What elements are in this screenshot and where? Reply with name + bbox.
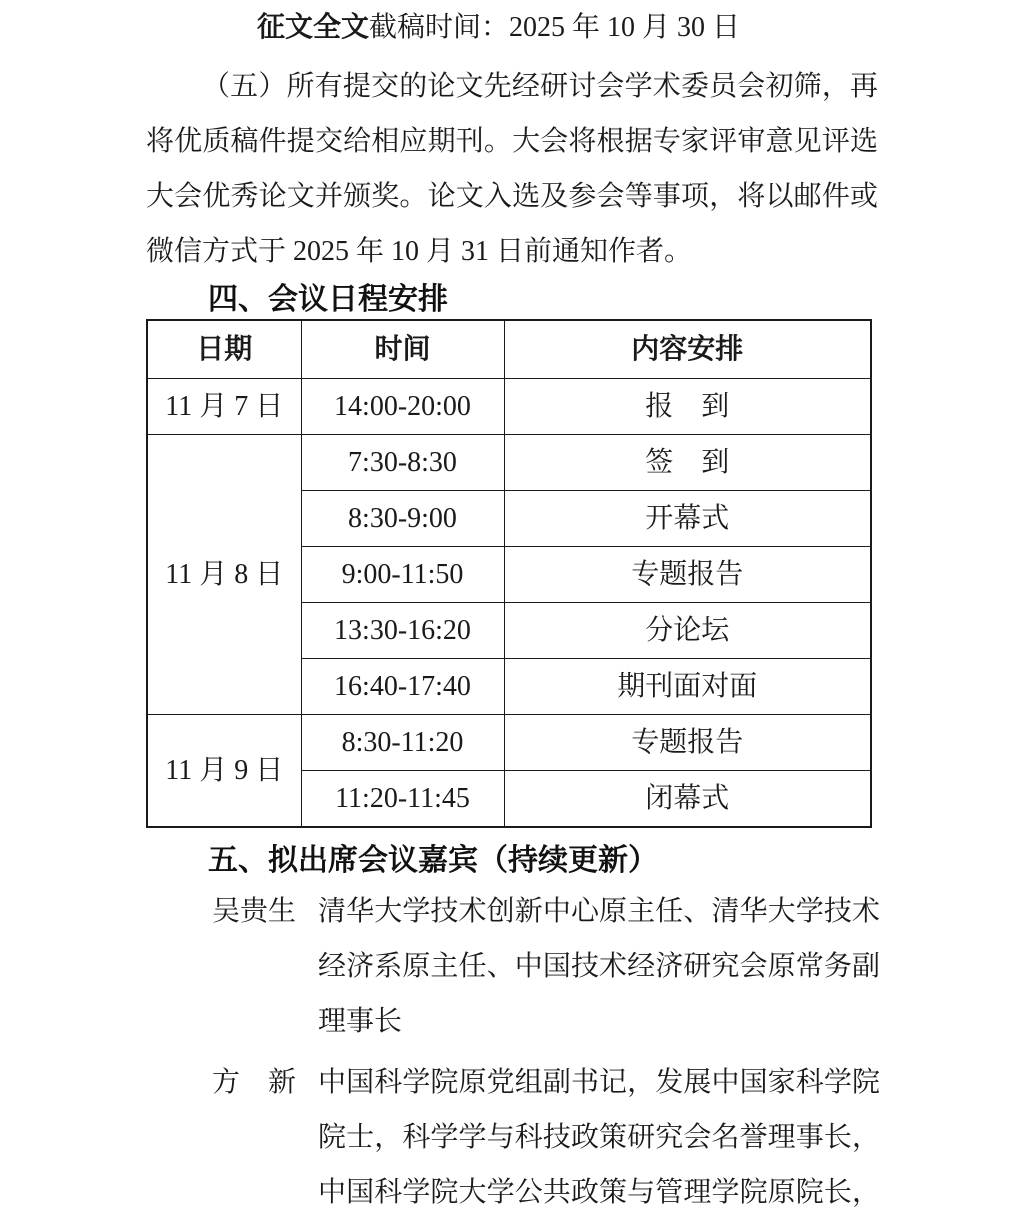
schedule-row [147,379,871,435]
header-content: 内容安排 [504,320,871,379]
guest-entry [146,1055,878,1220]
paragraph-five-line-2: 将优质稿件提交给相应期刊。大会将根据专家评审意见评选 [146,126,878,157]
guest-name: 方 新 [212,1067,297,1098]
event-cell: 开幕式 [504,491,871,547]
guest-name: 吴贵生 [212,896,297,927]
time-cell: 11:20-11:45 [301,771,504,828]
header-date: 日期 [147,320,301,379]
paragraph-five-line-3: 大会优秀论文并颁奖。论文入选及参会等事项，将以邮件或 [146,181,878,212]
event-cell: 期刊面对面 [504,659,871,715]
date-cell: 11 月 7 日 [147,379,301,435]
deadline-line [146,0,878,55]
schedule-row [147,715,871,771]
time-cell: 8:30-9:00 [301,491,504,547]
guest-description-line: 院士，科学学与科技政策研究会名誉理事长， [318,1122,880,1153]
event-cell: 专题报告 [504,715,871,771]
time-cell: 9:00-11:50 [301,547,504,603]
event-cell: 签 到 [504,435,871,491]
guest-description-line: 理事长 [318,1006,403,1037]
guest-description-line: 清华大学技术创新中心原主任、清华大学技术 [318,896,880,927]
guest-description [318,1055,880,1220]
paragraph-five [146,59,878,279]
section-four-title: 四、会议日程安排 [208,283,448,316]
time-cell: 13:30-16:20 [301,603,504,659]
document-content [146,0,878,1220]
schedule-table [146,319,872,828]
guest-description-line: 中国科学院大学公共政策与管理学院原院长， [318,1177,880,1208]
schedule-row [147,435,871,491]
deadline-value: 截稿时间：2025 年 10 月 30 日 [369,12,741,43]
time-cell: 14:00-20:00 [301,379,504,435]
guest-description-line: 经济系原主任、中国技术经济研究会原常务副 [318,951,880,982]
time-cell: 16:40-17:40 [301,659,504,715]
guest-description-line: 中国科学院原党组副书记，发展中国家科学院 [318,1067,880,1098]
date-cell: 11 月 8 日 [147,435,301,715]
event-cell: 分论坛 [504,603,871,659]
header-time: 时间 [301,320,504,379]
time-cell: 7:30-8:30 [301,435,504,491]
paragraph-five-line-1: （五）所有提交的论文先经研讨会学术委员会初筛，再 [202,71,878,102]
section-five-title: 五、拟出席会议嘉宾（持续更新） [208,844,658,877]
guest-entry [146,884,878,1049]
guest-description [318,884,880,1049]
event-cell: 闭幕式 [504,771,871,828]
schedule-header-row [147,320,871,379]
time-cell: 8:30-11:20 [301,715,504,771]
paragraph-five-line-4: 微信方式于 2025 年 10 月 31 日前通知作者。 [146,236,693,267]
deadline-label: 征文全文 [257,12,370,43]
date-cell: 11 月 9 日 [147,715,301,828]
event-cell: 报 到 [504,379,871,435]
event-cell: 专题报告 [504,547,871,603]
